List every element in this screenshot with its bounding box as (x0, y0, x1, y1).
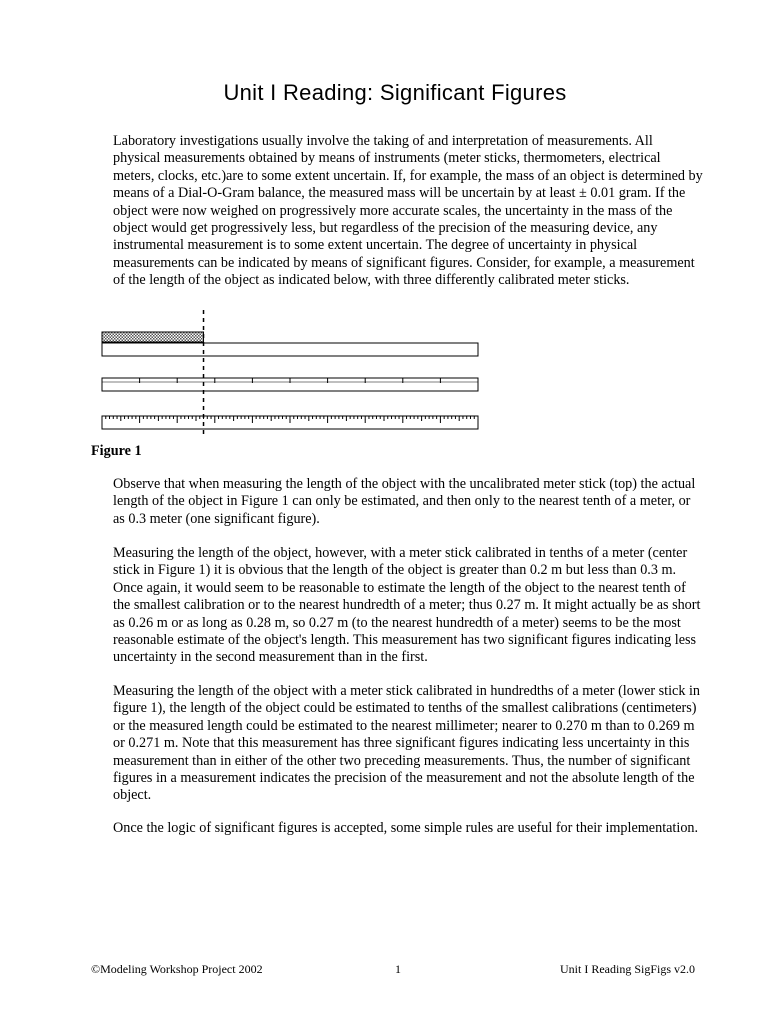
meter-stick-uncalibrated (102, 343, 478, 356)
page-title: Unit I Reading: Significant Figures (223, 80, 567, 105)
footer-document-id: Unit I Reading SigFigs v2.0 (560, 962, 696, 976)
paragraph-tenths: Measuring the length of the object, however, with a meter stick calibrated in tenths of a meter (center stick in Figure 1) it is obvious that the length of the object is greater than 0.2 m but less than 0.3 m. Once again, it would seem to be reasonable to estimate the length of the object to the nearest tenth of the smallest calibration or to the nearest hundredth of a meter; thus 0.27 m. It might actually be as short as 0.26 m or as long as 0.28 m, so 0.27 m (to the nearest hundredth of a meter) seems to be the most reasonable estimate of the object's length. This measurement has two significant figures indicating less uncertainty in the second measurement than in the first. (113, 545, 701, 666)
paragraph-uncalibrated: Observe that when measuring the length of the object with the uncalibrated meter stick (top) the actual length of the object in Figure 1 can only be estimated, and then only to the nearest tenth of a meter, or as 0.3 meter (one significant figure). (113, 476, 696, 527)
paragraph-hundredths: Measuring the length of the object with a meter stick calibrated in hundredths of a meter (lower stick in figure 1), the length of the object could be estimated to tenths of the smallest calibrations (centimeters) or the measured length could be estimated to the nearest millimeter; nearer to 0.270 m than to 0.269 m or 0.271 m. Note that this measurement has three significant figures indicating less uncertainty in this measurement than in either of the other two preceding measurements. Thus, the number of significant figures in a measurement indicates the precision of the measurement and not the absolute length of the object. (113, 683, 701, 804)
footer-page-number: 1 (395, 962, 401, 976)
paragraph-intro: Laboratory investigations usually involve the taking of and interpretation of measurements. All physical measurements obtained by means of instruments (meter sticks, thermometers, electrical meters, clocks, etc.)are to some extent uncertain. If, for example, the mass of an object is determined by means of a Dial-O-Gram balance, the measured mass will be uncertain by at least ± 0.01 gram. If the object were now weighed on progressively more accurate scales, the uncertainty in the mass of the object would get progressively less, but regardless of the precision of the measuring device, any instrumental measurement is to some extent uncertain. The degree of uncertainty in physical measurements can be indicated by means of significant figures. Consider, for example, a measurement of the length of the object as indicated below, with three differently calibrated meter sticks. (113, 133, 703, 289)
paragraph-rules: Once the logic of significant figures is accepted, some simple rules are useful for their implementation. (113, 820, 699, 836)
figure-meter-sticks (96, 308, 486, 440)
measured-object (102, 332, 204, 342)
footer-copyright: ©Modeling Workshop Project 2002 (91, 962, 263, 976)
figure-caption: Figure 1 (91, 443, 142, 459)
